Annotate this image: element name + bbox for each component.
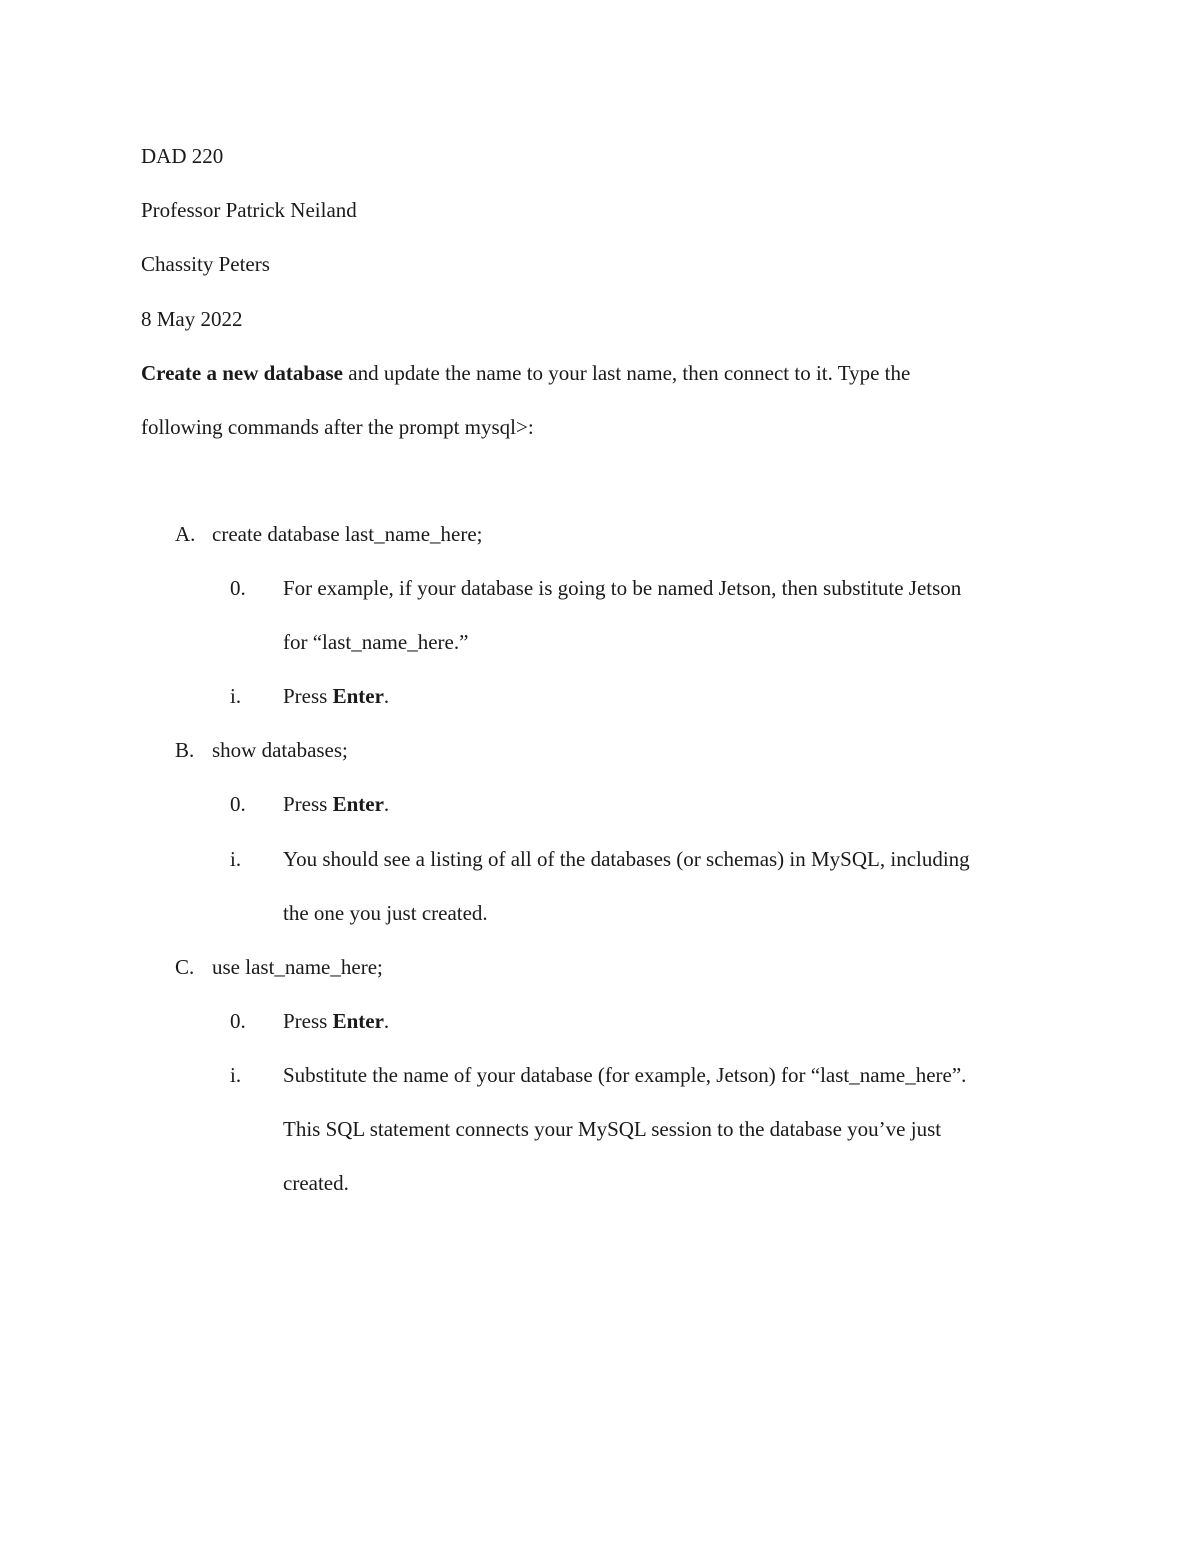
student-name: Chassity Peters: [141, 252, 270, 276]
press-label: Press: [283, 792, 333, 816]
document-date: 8 May 2022: [141, 307, 243, 331]
step-a-sub-0-marker: 0.: [230, 576, 246, 600]
press-label: Press: [283, 684, 333, 708]
step-a-sub-0-line-2: for “last_name_here.”: [283, 630, 469, 654]
intro-line-2: following commands after the prompt mysql>:: [141, 415, 534, 439]
step-a-sub-1-marker: i.: [230, 684, 242, 708]
step-c-sub-1-line-1: Substitute the name of your database (for example, Jetson) for “last_name_here”.: [283, 1063, 967, 1087]
enter-key-label: Enter: [332, 792, 384, 816]
period: .: [383, 684, 390, 708]
step-b-sub-1-marker: i.: [230, 847, 242, 871]
step-c-sub-1-line-3: created.: [283, 1171, 349, 1195]
step-c-sub-0-text: [283, 1007, 389, 1035]
step-c-command: use last_name_here;: [212, 955, 383, 979]
step-b-marker: B.: [175, 738, 195, 762]
step-a-command: create database last_name_here;: [212, 522, 483, 546]
intro-line-1: [141, 359, 910, 387]
step-c-sub-1-line-2: This SQL statement connects your MySQL session to the database you’ve just: [283, 1117, 942, 1141]
step-b-sub-0-text: [283, 790, 389, 818]
step-b-sub-0-marker: 0.: [230, 792, 246, 816]
step-b-sub-1-line-1: You should see a listing of all of the databases (or schemas) in MySQL, including: [283, 847, 970, 871]
period: .: [383, 1009, 390, 1033]
step-b-command: show databases;: [212, 738, 348, 762]
intro-line-1-rest: and update the name to your last name, then connect to it. Type the: [343, 361, 911, 385]
press-label: Press: [283, 1009, 333, 1033]
enter-key-label: Enter: [332, 684, 384, 708]
step-c-sub-1-marker: i.: [230, 1063, 242, 1087]
intro-bold-lead: Create a new database: [141, 361, 344, 385]
step-b-sub-1-line-2: the one you just created.: [283, 901, 488, 925]
step-c-sub-0-marker: 0.: [230, 1009, 246, 1033]
step-a-sub-1-text: [283, 682, 389, 710]
step-a-marker: A.: [175, 522, 196, 546]
course-code: DAD 220: [141, 144, 224, 168]
enter-key-label: Enter: [332, 1009, 384, 1033]
step-c-marker: C.: [175, 955, 195, 979]
professor-name: Professor Patrick Neiland: [141, 198, 357, 222]
step-a-sub-0-line-1: For example, if your database is going to be named Jetson, then substitute Jetson: [283, 576, 962, 600]
period: .: [383, 792, 390, 816]
